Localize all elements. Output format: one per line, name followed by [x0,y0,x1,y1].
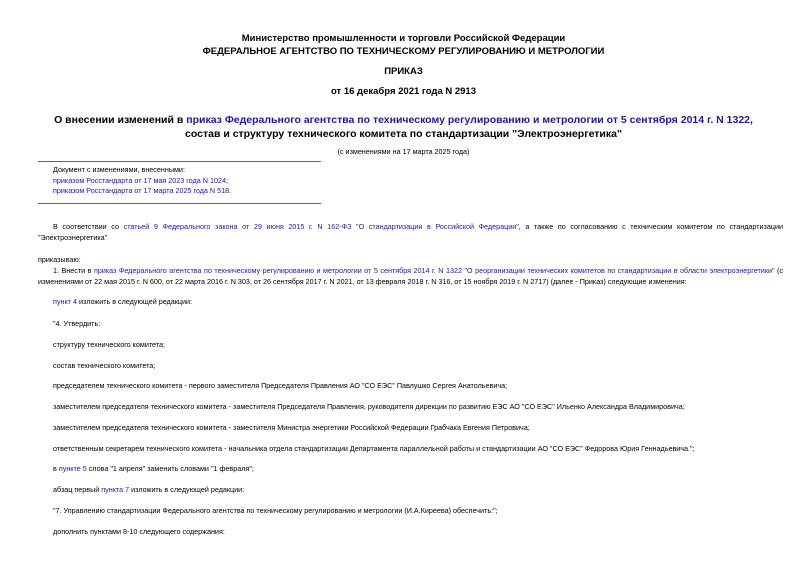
paragraph-chairman: председателем технического комитета - первого заместителя Председателя Правления АО "СО ЕЭС" Павлушко Сергея Анатольевича; [53,381,508,390]
document-date-number: от 16 декабря 2021 года N 2913 [330,86,476,97]
point-5-link[interactable]: пункте 5 [58,464,87,473]
point-7-link[interactable]: пункта 7 [101,485,130,494]
law-link[interactable]: статьей 9 Федерального закона от 29 июня 2015 г. N 162-ФЗ "О стандартизации в Российской Федерации" [123,222,519,231]
change-link[interactable]: приказом Росстандарта от 17 мая 2023 года N 1024 [53,175,226,185]
document-title [40,113,767,141]
paragraph-point-7-text: "7. Управлению стандартизации Федерального агентства по техническому регулированию и метрологии (И.А.Киреева) обеспечить:"; [53,506,498,515]
paragraph-point-5 [53,464,254,475]
divider-top [38,161,321,162]
order-link[interactable]: приказ Федерального агентства по техническому регулированию и метрологии от 5 сентября 2014 г. N 1322 "О реорганизации технических комитетов по стандартизации в области электроэнергетики" [93,266,775,275]
paragraph-deputy-1: заместителем председателя технического комитета - заместителя Председателя Правления, руководителя дирекции по развитию ЕЭС АО "СО ЕЭС" Ильенко Александра Владимировича; [53,402,685,411]
changes-box [53,165,231,197]
ministry-name: Министерство промышленности и торговли Российской Федерации [241,33,566,44]
change-item [53,186,231,197]
text-run: В соответствии со [53,222,124,231]
paragraph-approve: "4. Утвердить: [53,319,101,328]
paragraph-preamble [38,222,783,243]
text-run: в [53,464,59,473]
text-run: 1. Внести в [53,266,94,275]
text-run: слова "1 апреля" заменить словами "1 февраля"; [86,464,254,473]
change-item-tail: ; [225,175,228,185]
paragraph-deputy-2: заместителем председателя технического комитета - заместителя Министра энергетики Российской Федерации Грабчака Евгения Петровича; [53,423,530,432]
divider-bottom [38,203,321,204]
paragraph-secretary: ответственным секретарем технического комитета - начальника отдела стандартизации Департамента параллельной работы и стандартизации АО "СО ЕЭС" Федорова Юрия Геннадьевича."; [53,444,695,453]
title-link[interactable]: приказ Федерального агентства по техническому регулированию и метрологии от 5 сентября 2014 г. N 1322 [186,114,751,126]
edition-note: (с изменениями на 17 марта 2025 года) [337,147,470,156]
text-run: абзац первый [53,485,102,494]
change-link[interactable]: приказом Росстандарта от 17 марта 2025 года N 518 [53,186,230,195]
paragraph-item-1 [38,266,783,287]
title-suffix: , состав и структуру технического комитета по стандартизации "Электроэнергетика" [185,114,753,140]
changes-heading: Документ с изменениями, внесенными: [53,165,185,174]
change-item-tail: . [229,186,232,195]
change-item [53,176,231,187]
title-prefix: О внесении изменений в [54,114,187,126]
agency-name: ФЕДЕРАЛЬНОЕ АГЕНТСТВО ПО ТЕХНИЧЕСКОМУ РЕГУЛИРОВАНИЮ И МЕТРОЛОГИИ [202,46,605,57]
paragraph-order-word: приказываю: [38,255,81,264]
paragraph-structure: структуру технического комитета; [53,340,166,349]
paragraph-composition: состав технического комитета; [53,361,156,370]
text-run: , а также по согласованию с техническим комитетом по стандартизации "Электроэнергетика" [38,222,783,242]
paragraph-point-7 [53,485,244,496]
point-4-link[interactable]: пункт 4 [53,297,77,306]
text-run: (с изменениями от 22 мая 2015 г. N 600, от 22 марта 2016 г. N 303, от 26 сентября 2017 г. N 2021, от 13 февраля 2018 г. N 316, от 15 ноября 2019 г. N 2717) (далее - Приказ) следующие изменения: [38,266,784,286]
paragraph-add-points: дополнить пунктами 8-10 следующего содержания: [53,527,225,536]
paragraph-point-4 [53,297,192,308]
text-run: изложить в следующей редакции: [76,297,193,306]
text-run: изложить в следующей редакции: [129,485,245,494]
document-type: ПРИКАЗ [384,66,423,77]
